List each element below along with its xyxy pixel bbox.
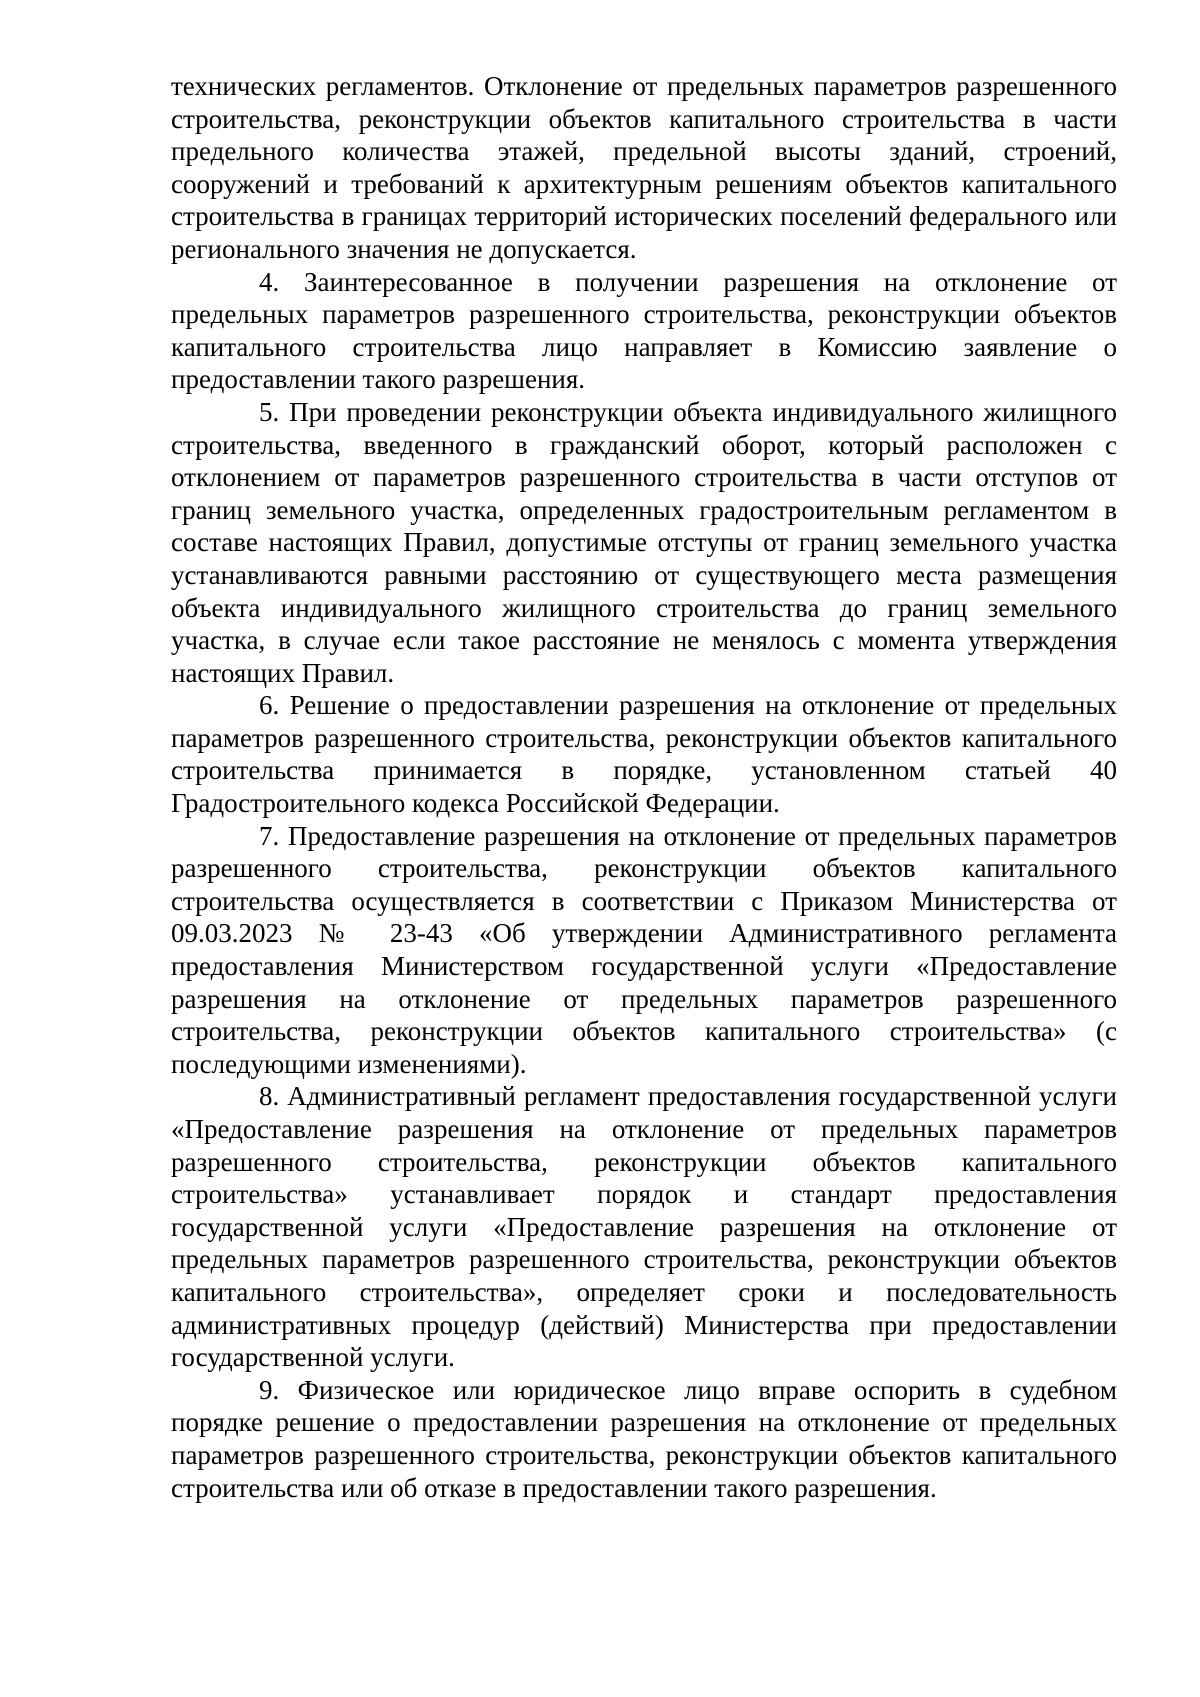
paragraph-text: Предоставление разрешения на отклонение от предельных параметров разрешенного строительства, реконструкции объектов капитального строительства осуществляется в соответствии с Приказом Министерства от 09.03.2023 № 23-43 «Об утверждении Административного регламента предоставления Министерством государственной услуги «Предоставление разрешения на отклонение от предельных параметров разрешенного строительства, реконструкции объектов капитального строительства» (с последующими изменениями). xyxy=(171,820,1118,1079)
paragraph-7 xyxy=(171,820,1117,1081)
paragraph-text: При проведении реконструкции объекта индивидуального жилищного строительства, введенного в гражданский оборот, который расположен с отклонением от параметров разрешенного строительства в части отступов от границ земельного участка, определенных градостроительным регламентом в составе настоящих Правил, допустимые отступы от границ земельного участка устанавливаются равными расстоянию от существующего места размещения объекта индивидуального жилищного строительства до границ земельного участка, в случае если такое расстояние не менялось с момента утверждения настоящих Правил. xyxy=(171,396,1118,688)
paragraph-text: Физическое или юридическое лицо вправе оспорить в судебном порядке решение о предоставлении разрешения на отклонение от предельных параметров разрешенного строительства, реконструкции объектов капитального строительства или об отказе в предоставлении такого разрешения. xyxy=(171,1374,1118,1503)
paragraph-number: 6. xyxy=(259,690,280,721)
paragraph-text: Заинтересованное в получении разрешения на отклонение от предельных параметров разрешенного строительства, реконструкции объектов капитального строительства лицо направляет в Комиссию заявление о предоставлении такого разрешения. xyxy=(171,266,1117,395)
paragraph-text: Решение о предоставлении разрешения на отклонение от предельных параметров разрешенного строительства, реконструкции объектов капитального строительства принимается в порядке, установленном статьей 40 Градостроительного кодекса Российской Федерации. xyxy=(171,690,1118,819)
paragraph-text: технических регламентов. Отклонение от предельных параметров разрешенного строительства, реконструкции объектов капитального строительства в части предельного количества этажей, предельной высоты зданий, строений, сооружений и требований к архитектурным решениям объектов капитального строительства в границах территорий исторических поселений федерального или регионального значения не допускается. xyxy=(171,71,1117,264)
paragraph-continuation xyxy=(171,70,1117,266)
paragraph-number: 8. xyxy=(259,1081,280,1112)
paragraph-number: 5. xyxy=(259,396,280,427)
paragraph-number: 9. xyxy=(259,1374,280,1405)
paragraph-8 xyxy=(171,1080,1117,1373)
paragraph-text: Административный регламент предоставления государственной услуги «Предоставление разрешения на отклонение от предельных параметров разрешенного строительства, реконструкции объектов капитального строительства» устанавливает порядок и стандарт предоставления государственной услуги «Предоставление разрешения на отклонение от предельных параметров разрешенного строительства, реконструкции объектов капитального строительства», определяет сроки и последовательность административных процедур (действий) Министерства при предоставлении государственной услуги. xyxy=(171,1081,1118,1373)
paragraph-5 xyxy=(171,396,1117,689)
paragraph-number: 7. xyxy=(259,820,280,851)
paragraph-6 xyxy=(171,689,1117,819)
document-page xyxy=(171,70,1117,1504)
paragraph-4 xyxy=(171,266,1117,396)
paragraph-number: 4. xyxy=(259,266,280,297)
paragraph-9 xyxy=(171,1374,1117,1504)
